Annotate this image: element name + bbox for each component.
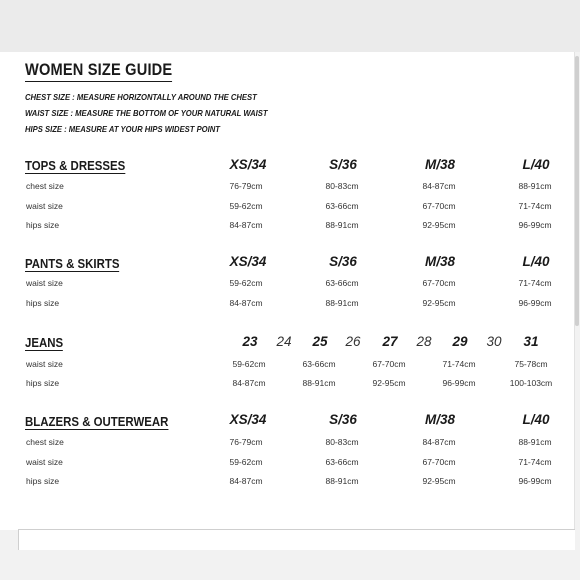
table-cell: 63-66cm	[302, 359, 336, 369]
table-cell: 96-99cm	[518, 298, 552, 308]
table-cell: 88-91cm	[518, 181, 552, 191]
table-cell: 88-91cm	[518, 437, 552, 447]
table-cell: 59-62cm	[232, 359, 266, 369]
table-cell: 67-70cm	[422, 278, 456, 288]
scrollbar[interactable]	[575, 56, 579, 326]
row-label: chest size	[26, 437, 64, 447]
section-title-tops: TOPS & DRESSES	[25, 158, 126, 173]
note-chest: CHEST SIZE : MEASURE HORIZONTALLY AROUND THE CHEST	[25, 92, 257, 102]
row-label: waist size	[26, 359, 63, 369]
size-header: XS/34	[229, 157, 267, 172]
table-cell: 67-70cm	[372, 359, 406, 369]
table-cell: 63-66cm	[325, 278, 359, 288]
row-label: chest size	[26, 181, 64, 191]
table-cell: 67-70cm	[422, 201, 456, 211]
row-label: hips size	[26, 220, 60, 230]
row-label: waist size	[26, 278, 63, 288]
table-cell: 92-95cm	[422, 476, 456, 486]
table-cell: 96-99cm	[442, 378, 476, 388]
table-cell: 71-74cm	[442, 359, 476, 369]
table-cell: 71-74cm	[518, 201, 552, 211]
table-cell: 84-87cm	[232, 378, 266, 388]
table-cell: 63-66cm	[325, 201, 359, 211]
row-label: waist size	[26, 457, 63, 467]
table-cell: 88-91cm	[325, 476, 359, 486]
table-cell: 63-66cm	[325, 457, 359, 467]
table-cell: 59-62cm	[229, 457, 263, 467]
table-cell: 59-62cm	[229, 201, 263, 211]
table-cell: 100-103cm	[509, 378, 553, 388]
size-header: 28	[416, 334, 432, 349]
note-waist: WAIST SIZE : MEASURE THE BOTTOM OF YOUR NATURAL WAIST	[25, 108, 268, 118]
size-header: S/36	[329, 254, 357, 269]
table-cell: 84-87cm	[422, 437, 456, 447]
table-cell: 76-79cm	[229, 181, 263, 191]
size-header: L/40	[522, 157, 550, 172]
page-title: WOMEN SIZE GUIDE	[25, 60, 172, 82]
size-header: 24	[276, 334, 292, 349]
table-cell: 71-74cm	[518, 278, 552, 288]
table-cell: 84-87cm	[229, 476, 263, 486]
section-title-jeans: JEANS	[25, 335, 64, 350]
table-cell: 67-70cm	[422, 457, 456, 467]
size-header: 29	[452, 334, 468, 349]
size-header: M/38	[424, 157, 456, 172]
size-header: 23	[242, 334, 258, 349]
size-header: XS/34	[229, 254, 267, 269]
row-label: hips size	[26, 476, 60, 486]
table-cell: 96-99cm	[518, 476, 552, 486]
row-label: hips size	[26, 298, 60, 308]
table-cell: 80-83cm	[325, 181, 359, 191]
table-cell: 92-95cm	[372, 378, 406, 388]
table-cell: 59-62cm	[229, 278, 263, 288]
size-header: 25	[312, 334, 328, 349]
table-cell: 88-91cm	[325, 298, 359, 308]
size-header: 27	[382, 334, 398, 349]
size-header: M/38	[424, 254, 456, 269]
table-cell: 84-87cm	[422, 181, 456, 191]
size-header: XS/34	[229, 412, 267, 427]
table-cell: 75-78cm	[514, 359, 548, 369]
top-bar	[0, 0, 580, 52]
table-cell: 88-91cm	[325, 220, 359, 230]
table-cell: 80-83cm	[325, 437, 359, 447]
note-hips: HIPS SIZE : MEASURE AT YOUR HIPS WIDEST POINT	[25, 124, 220, 134]
size-header: S/36	[329, 157, 357, 172]
bottom-card	[18, 529, 575, 550]
section-title-blazers: BLAZERS & OUTERWEAR	[25, 414, 169, 429]
table-cell: 96-99cm	[518, 220, 552, 230]
table-cell: 76-79cm	[229, 437, 263, 447]
size-header: 30	[486, 334, 502, 349]
row-label: waist size	[26, 201, 63, 211]
size-header: L/40	[522, 254, 550, 269]
size-header: 31	[523, 334, 539, 349]
table-cell: 92-95cm	[422, 220, 456, 230]
section-title-pants: PANTS & SKIRTS	[25, 256, 120, 271]
size-header: S/36	[329, 412, 357, 427]
table-cell: 84-87cm	[229, 220, 263, 230]
size-header: M/38	[424, 412, 456, 427]
table-cell: 84-87cm	[229, 298, 263, 308]
size-header: L/40	[522, 412, 550, 427]
size-header: 26	[345, 334, 361, 349]
table-cell: 92-95cm	[422, 298, 456, 308]
table-cell: 88-91cm	[302, 378, 336, 388]
row-label: hips size	[26, 378, 60, 388]
table-cell: 71-74cm	[518, 457, 552, 467]
